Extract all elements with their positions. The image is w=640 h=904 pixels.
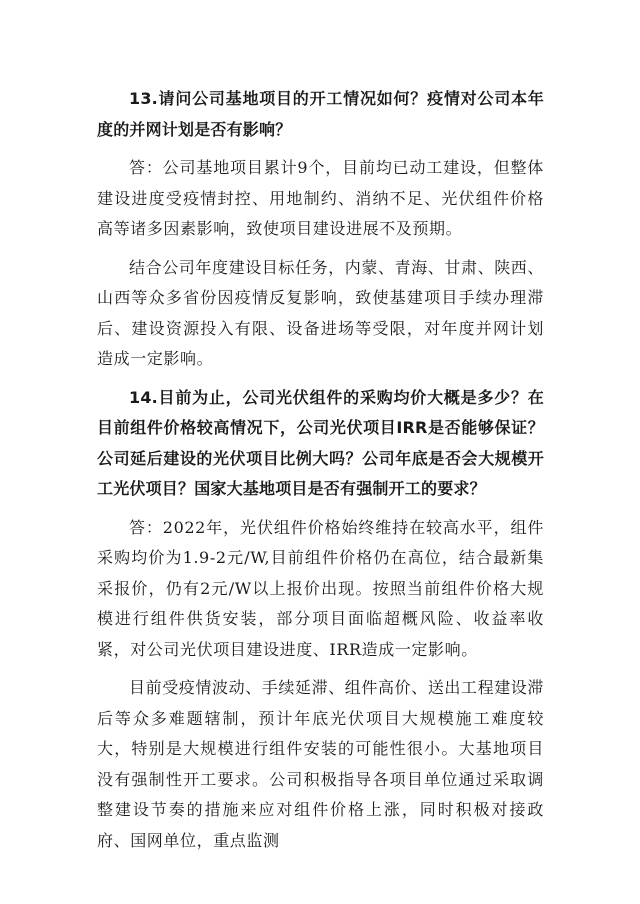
answer-13-part-2: 结合公司年度建设目标任务，内蒙、青海、甘肃、陕西、山西等众多省份因疫情反复影响，致使基建项目手续办理滞后、建设资源投入有限、设备进场等受限，对年度并网计划造成一定影响。 xyxy=(97,257,545,368)
answer-14-part-1: 答：2022年，光伏组件价格始终维持在较高水平，组件采购均价为1.9-2元/W,目前组件价格仍在高位，结合最新集采报价，仍有2元/W以上报价出现。按照当前组件价格大规模进行组件供货安装，部分项目面临超概风险、收益率收紧，对公司光伏项目建设进度、IRR造成一定影响。 xyxy=(97,517,544,659)
answer-13-part-1: 答：公司基地项目累计9个，目前均已动工建设，但整体建设进度受疫情封控、用地制约、消纳不足、光伏组件价格高等诸多因素影响，致使项目建设进展不及预期。 xyxy=(97,158,544,238)
document-body xyxy=(97,84,544,856)
answer-14-part-2: 目前受疫情波动、手续延滞、组件高价、送出工程建设滞后等众多难题辖制，预计年底光伏项目大规模施工难度较大，特别是大规模进行组件安装的可能性很小。大基地项目没有强制性开工要求。公司积极指导各项目单位通过采取调整建设节奏的措施来应对组件价格上涨，同时积极对接政府、国网单位，重点监测 xyxy=(97,678,545,850)
question-14: 14.目前为止，公司光伏组件的采购均价大概是多少？在目前组件价格较高情况下，公司光伏项目IRR是否能够保证？公司延后建设的光伏项目比例大吗？公司年底是否会大规模开工光伏项目？国家大基地项目是否有强制开工的要求？ xyxy=(97,387,544,498)
question-13: 13.请问公司基地项目的开工情况如何？疫情对公司本年度的并网计划是否有影响？ xyxy=(97,89,544,139)
